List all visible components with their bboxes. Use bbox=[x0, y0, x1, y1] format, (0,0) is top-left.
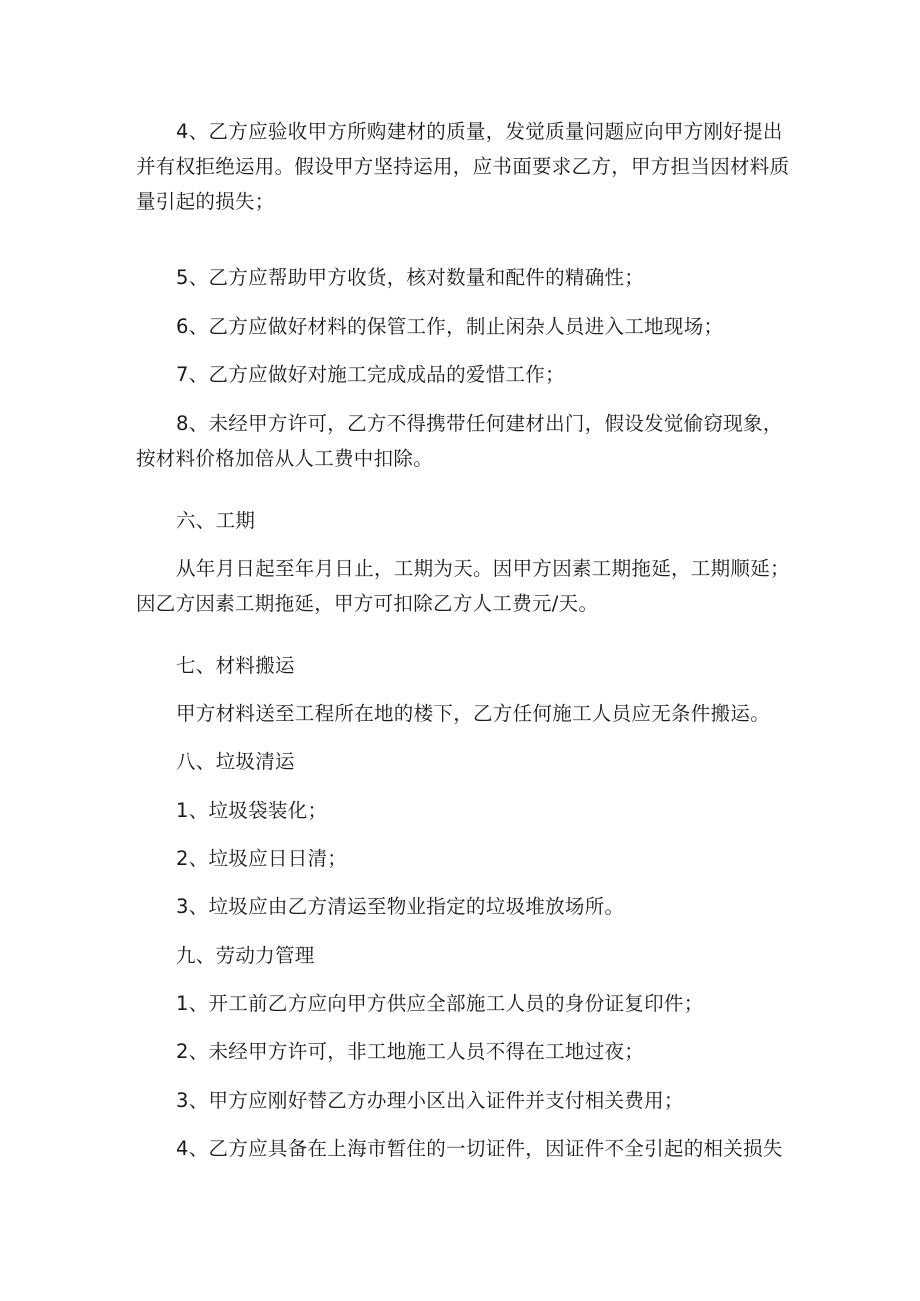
text-line: 2、垃圾应日日清； bbox=[176, 847, 348, 870]
waste-item-3 bbox=[136, 889, 796, 924]
clause-4-material-inspection bbox=[136, 114, 796, 219]
text-line: 甲方材料送至工程所在地的楼下，乙方任何施工人员应无条件搬运。 bbox=[176, 702, 771, 725]
labor-item-1 bbox=[136, 986, 796, 1021]
text-line: 4、乙方应验收甲方所购建材的质量，发觉质量问题应向甲方刚好提出 bbox=[176, 120, 783, 143]
text-line: 八、垃圾清运 bbox=[176, 750, 295, 773]
labor-item-4 bbox=[136, 1131, 796, 1166]
text-line: 并有权拒绝运用。假设甲方坚持运用，应书面要求乙方，甲方担当因材料质 bbox=[136, 155, 790, 178]
labor-item-3 bbox=[136, 1083, 796, 1118]
waste-item-1 bbox=[136, 793, 796, 828]
text-line: 8、未经甲方许可，乙方不得携带任何建材出门，假设发觉偷窃现象， bbox=[176, 412, 783, 435]
transport-terms bbox=[136, 696, 796, 731]
text-line: 量引起的损失； bbox=[136, 190, 275, 213]
section-heading-schedule bbox=[136, 503, 796, 538]
text-line: 按材料价格加倍从人工费中扣除。 bbox=[136, 447, 434, 470]
text-line: 六、工期 bbox=[176, 509, 256, 532]
text-line: 七、材料搬运 bbox=[176, 654, 295, 677]
clause-5-receiving bbox=[136, 260, 796, 295]
clause-7-protection bbox=[136, 357, 796, 392]
section-heading-labor bbox=[136, 938, 796, 973]
clause-8-theft bbox=[136, 406, 796, 476]
labor-item-2 bbox=[136, 1034, 796, 1069]
text-line: 5、乙方应帮助甲方收货，核对数量和配件的精确性； bbox=[176, 266, 645, 289]
text-line: 因乙方因素工期拖延，甲方可扣除乙方人工费元/天。 bbox=[136, 592, 599, 615]
text-line: 3、甲方应刚好替乙方办理小区出入证件并支付相关费用； bbox=[176, 1089, 684, 1112]
text-line: 从年月日起至年月日止，工期为天。因甲方因素工期拖延，工期顺延； bbox=[176, 557, 790, 580]
text-line: 1、开工前乙方应向甲方供应全部施工人员的身份证复印件； bbox=[176, 992, 704, 1015]
text-line: 6、乙方应做好材料的保管工作，制止闲杂人员进入工地现场； bbox=[176, 315, 724, 338]
text-line: 九、劳动力管理 bbox=[176, 944, 315, 967]
waste-item-2 bbox=[136, 841, 796, 876]
section-heading-waste bbox=[136, 744, 796, 779]
text-line: 3、垃圾应由乙方清运至物业指定的垃圾堆放场所。 bbox=[176, 895, 625, 918]
text-line: 2、未经甲方许可，非工地施工人员不得在工地过夜； bbox=[176, 1040, 645, 1063]
text-line: 1、垃圾袋装化； bbox=[176, 799, 328, 822]
text-line: 7、乙方应做好对施工完成成品的爱惜工作； bbox=[176, 363, 565, 386]
clause-6-storage bbox=[136, 309, 796, 344]
section-heading-transport bbox=[136, 648, 796, 683]
text-line: 4、乙方应具备在上海市暂住的一切证件，因证件不全引起的相关损失 bbox=[176, 1137, 783, 1160]
schedule-terms bbox=[136, 551, 796, 621]
